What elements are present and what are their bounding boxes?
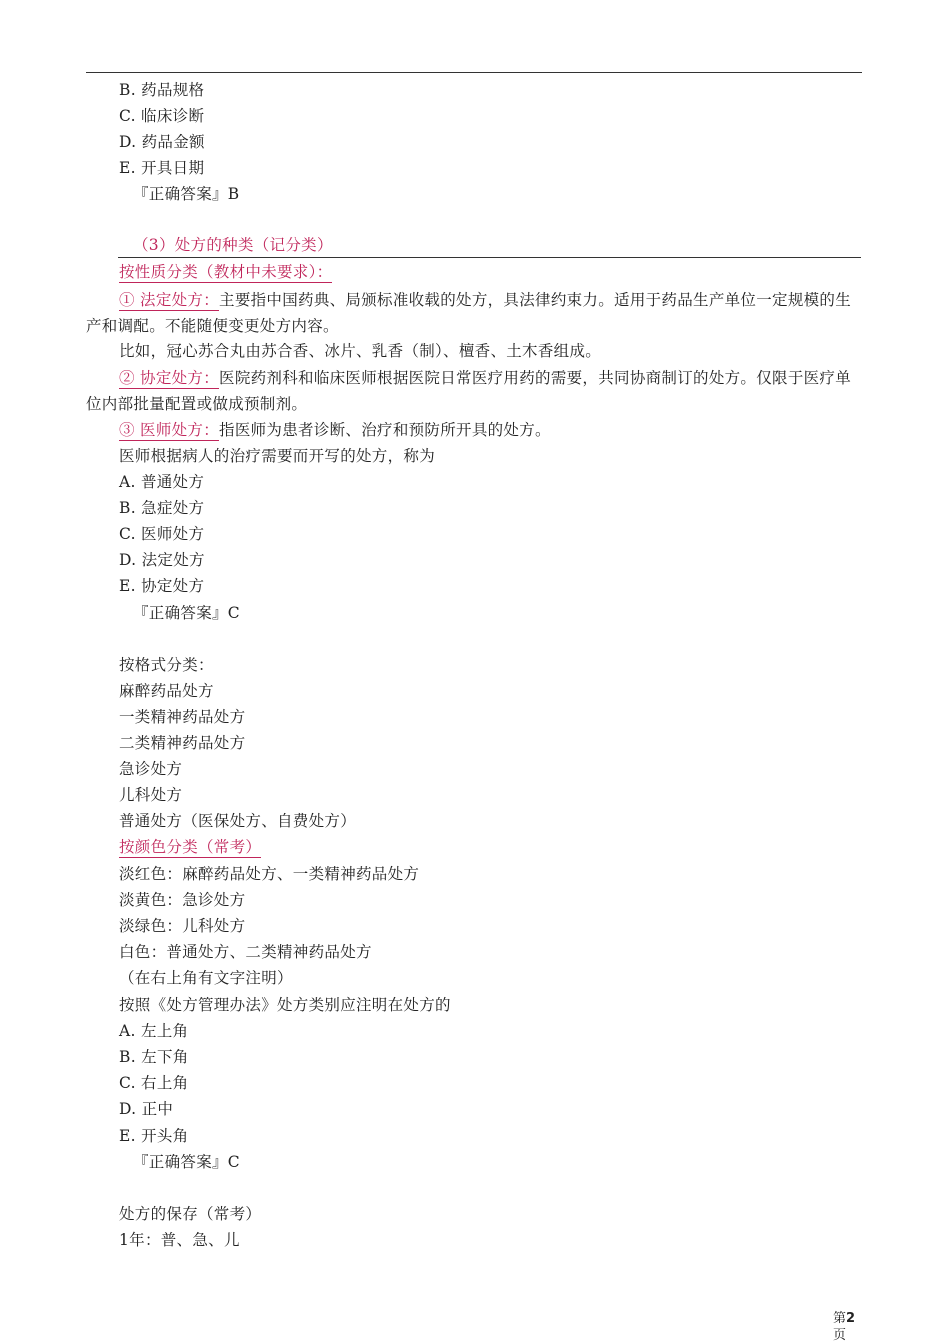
- page-number-suffix: 页: [833, 1328, 847, 1343]
- legal-prescription-label: ① 法定处方：: [119, 291, 220, 309]
- q3-stem: 按照《处方管理办法》处方类别应注明在处方的: [119, 996, 451, 1014]
- q1-option-b: B. 药品规格: [119, 81, 205, 99]
- section-rule: [118, 257, 861, 258]
- storage-heading: 处方的保存（常考）: [119, 1205, 262, 1223]
- format-item: 二类精神药品处方: [119, 734, 246, 752]
- by-format-heading: 按格式分类：: [119, 656, 214, 674]
- q3-answer: 『正确答案』C: [133, 1153, 240, 1171]
- top-rule: [86, 72, 862, 73]
- by-color-heading: [119, 837, 261, 857]
- by-nature-heading: [119, 262, 332, 282]
- page-number-value: 2: [846, 1311, 856, 1326]
- q2-stem: 医师根据病人的治疗需要而开写的处方，称为: [119, 447, 436, 465]
- physician-prescription-text: 指医师为患者诊断、治疗和预防所开具的处方。: [219, 421, 551, 439]
- q2-option-b: B. 急症处方: [119, 499, 205, 517]
- q2-answer: 『正确答案』C: [133, 604, 240, 622]
- page-number-prefix: 第: [833, 1311, 847, 1326]
- agreement-prescription-paragraph: [86, 365, 862, 417]
- q2-option-a: A. 普通处方: [119, 473, 205, 491]
- section-heading: （3）处方的种类（记分类）: [133, 236, 333, 254]
- q1-option-e: E. 开具日期: [119, 159, 205, 177]
- format-item: 急诊处方: [119, 760, 183, 778]
- color-item: 白色：普通处方、二类精神药品处方: [119, 943, 372, 961]
- agreement-prescription-text: 医院药剂科和临床医师根据医院日常医疗用药的需要，共同协商制订的处方。仅限于医疗单位内部批量配置或做成预制剂。: [86, 369, 852, 413]
- q2-option-e: E. 协定处方: [119, 577, 205, 595]
- q3-option-d: D. 正中: [119, 1100, 174, 1118]
- color-item: 淡黄色：急诊处方: [119, 891, 246, 909]
- q3-option-a: A. 左上角: [119, 1022, 189, 1040]
- legal-example: 比如，冠心苏合丸由苏合香、冰片、乳香（制）、檀香、土木香组成。: [119, 342, 602, 360]
- page-number: [833, 1310, 863, 1344]
- q1-answer: 『正确答案』B: [133, 185, 240, 203]
- q2-option-c: C. 医师处方: [119, 525, 205, 543]
- format-item: 儿科处方: [119, 786, 183, 804]
- q1-option-c: C. 临床诊断: [119, 107, 205, 125]
- q2-option-d: D. 法定处方: [119, 551, 205, 569]
- by-color-heading-text: 按颜色分类（常考）: [119, 838, 262, 856]
- format-item: 麻醉药品处方: [119, 682, 214, 700]
- legal-prescription-paragraph: [86, 287, 862, 339]
- agreement-prescription-label: ② 协定处方：: [119, 369, 220, 387]
- color-item: 淡绿色：儿科处方: [119, 917, 246, 935]
- color-note: （在右上角有文字注明）: [119, 969, 293, 987]
- q3-option-e: E. 开头角: [119, 1127, 189, 1145]
- storage-line-1: 1年：普、急、儿: [119, 1231, 240, 1249]
- by-nature-heading-text: 按性质分类（教材中未要求）：: [119, 263, 333, 281]
- q3-option-c: C. 右上角: [119, 1074, 189, 1092]
- color-item: 淡红色：麻醉药品处方、一类精神药品处方: [119, 865, 420, 883]
- physician-prescription-label: ③ 医师处方：: [119, 421, 220, 439]
- format-item: 普通处方（医保处方、自费处方）: [119, 812, 357, 830]
- legal-prescription-text: 主要指中国药典、局颁标准收载的处方，具法律约束力。适用于药品生产单位一定规模的生产和调配。不能随便变更处方内容。: [86, 291, 852, 335]
- physician-prescription-line: [119, 420, 551, 440]
- format-item: 一类精神药品处方: [119, 708, 246, 726]
- q1-option-d: D. 药品金额: [119, 133, 205, 151]
- q3-option-b: B. 左下角: [119, 1048, 189, 1066]
